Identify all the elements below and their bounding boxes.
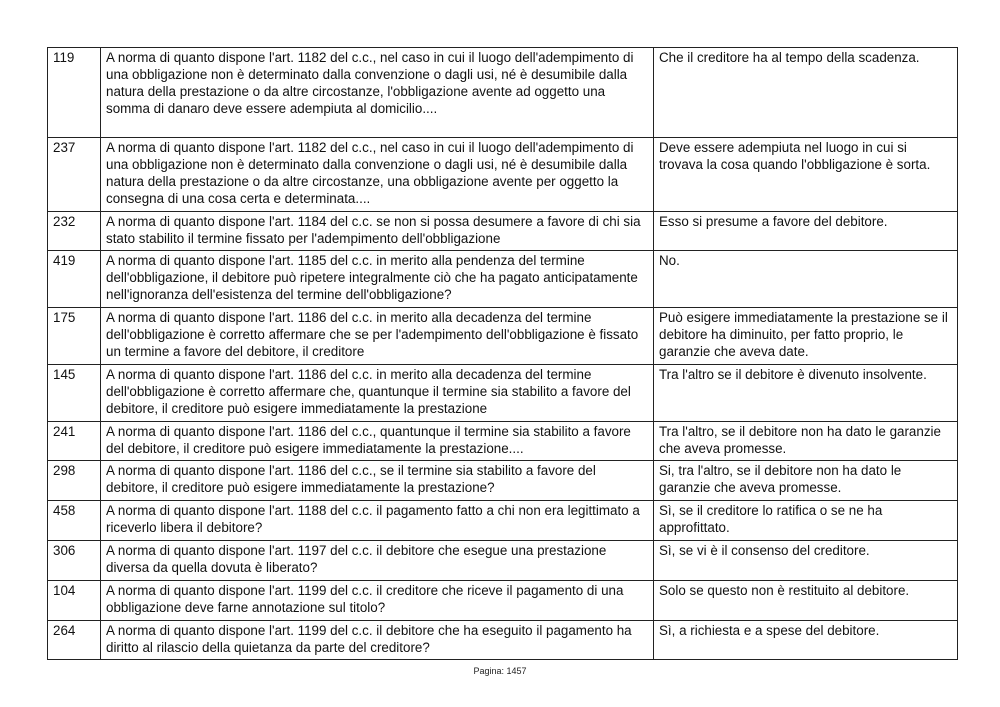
question-number: 306 bbox=[48, 541, 101, 581]
qa-table bbox=[47, 47, 958, 660]
question-text: A norma di quanto dispone l'art. 1186 del c.c. in merito alla decadenza del termine dell'obbligazione è corretto affermare che se per l'adempimento dell'obbligazione è fissato un termine a favore del debitore, il creditore bbox=[101, 308, 654, 365]
answer-text: Sì, se vi è il consenso del creditore. bbox=[654, 541, 958, 581]
table-row bbox=[48, 138, 958, 212]
table-row bbox=[48, 541, 958, 581]
question-text: A norma di quanto dispone l'art. 1184 del c.c. se non si possa desumere a favore di chi sia stato stabilito il termine fissato per l'adempimento dell'obbligazione bbox=[101, 211, 654, 251]
question-number: 241 bbox=[48, 421, 101, 461]
question-number: 104 bbox=[48, 580, 101, 620]
question-number: 298 bbox=[48, 461, 101, 501]
answer-text: No. bbox=[654, 251, 958, 308]
question-text: A norma di quanto dispone l'art. 1199 del c.c. il creditore che riceve il pagamento di una obbligazione deve farne annotazione sul titolo? bbox=[101, 580, 654, 620]
question-text: A norma di quanto dispone l'art. 1186 del c.c., se il termine sia stabilito a favore del debitore, il creditore può esigere immediatamente la prestazione? bbox=[101, 461, 654, 501]
answer-text: Solo se questo non è restituito al debitore. bbox=[654, 580, 958, 620]
table-row bbox=[48, 308, 958, 365]
answer-text: Sì, se il creditore lo ratifica o se ne ha approfittato. bbox=[654, 501, 958, 541]
table-row bbox=[48, 421, 958, 461]
question-text: A norma di quanto dispone l'art. 1186 del c.c. in merito alla decadenza del termine dell'obbligazione è corretto affermare che, quantunque il termine sia stabilito a favore del debitore, il creditore può esigere immediatamente la prestazione bbox=[101, 364, 654, 421]
question-number: 145 bbox=[48, 364, 101, 421]
question-number: 264 bbox=[48, 620, 101, 660]
question-text: A norma di quanto dispone l'art. 1185 del c.c. in merito alla pendenza del termine dell'obbligazione, il debitore può ripetere integralmente ciò che ha pagato anticipatamente nell'ignoranza dell'esistenza del termine dell'obbligazione? bbox=[101, 251, 654, 308]
table-row bbox=[48, 501, 958, 541]
question-text: A norma di quanto dispone l'art. 1199 del c.c. il debitore che ha eseguito il pagamento ha diritto al rilascio della quietanza da parte del creditore? bbox=[101, 620, 654, 660]
answer-text: Può esigere immediatamente la prestazione se il debitore ha diminuito, per fatto proprio, le garanzie che aveva date. bbox=[654, 308, 958, 365]
table-row bbox=[48, 461, 958, 501]
table-row bbox=[48, 211, 958, 251]
answer-text: Si, tra l'altro, se il debitore non ha dato le garanzie che aveva promesse. bbox=[654, 461, 958, 501]
page-number: Pagina: 1457 bbox=[473, 666, 527, 676]
answer-text: Esso si presume a favore del debitore. bbox=[654, 211, 958, 251]
answer-text: Sì, a richiesta e a spese del debitore. bbox=[654, 620, 958, 660]
question-text: A norma di quanto dispone l'art. 1188 del c.c. il pagamento fatto a chi non era legittimato a riceverlo libera il debitore? bbox=[101, 501, 654, 541]
table-row bbox=[48, 620, 958, 660]
table-row bbox=[48, 580, 958, 620]
question-number: 458 bbox=[48, 501, 101, 541]
answer-text: Che il creditore ha al tempo della scadenza. bbox=[654, 48, 958, 138]
table-row bbox=[48, 48, 958, 138]
question-number: 232 bbox=[48, 211, 101, 251]
answer-text: Deve essere adempiuta nel luogo in cui si trovava la cosa quando l'obbligazione è sorta. bbox=[654, 138, 958, 212]
question-text: A norma di quanto dispone l'art. 1182 del c.c., nel caso in cui il luogo dell'adempimento di una obbligazione non è determinato dalla convenzione o dagli usi, né è desumibile dalla natura della prestazione o da altre circostanze, l'obbligazione avente ad oggetto una somma di danaro deve essere adempiuta al domicilio.... bbox=[101, 48, 654, 138]
question-number: 175 bbox=[48, 308, 101, 365]
qa-table-body bbox=[48, 48, 958, 660]
question-text: A norma di quanto dispone l'art. 1182 del c.c., nel caso in cui il luogo dell'adempimento di una obbligazione non è determinato dalla convenzione o dagli usi, né è desumibile dalla natura della prestazione o da altre circostanze, una obbligazione avente per oggetto la consegna di una cosa certa e determinata.... bbox=[101, 138, 654, 212]
answer-text: Tra l'altro, se il debitore non ha dato le garanzie che aveva promesse. bbox=[654, 421, 958, 461]
question-number: 237 bbox=[48, 138, 101, 212]
question-number: 419 bbox=[48, 251, 101, 308]
question-number: 119 bbox=[48, 48, 101, 138]
question-text: A norma di quanto dispone l'art. 1197 del c.c. il debitore che esegue una prestazione diversa da quella dovuta è liberato? bbox=[101, 541, 654, 581]
table-row bbox=[48, 251, 958, 308]
table-row bbox=[48, 364, 958, 421]
question-text: A norma di quanto dispone l'art. 1186 del c.c., quantunque il termine sia stabilito a favore del debitore, il creditore può esigere immediatamente la prestazione.... bbox=[101, 421, 654, 461]
answer-text: Tra l'altro se il debitore è divenuto insolvente. bbox=[654, 364, 958, 421]
